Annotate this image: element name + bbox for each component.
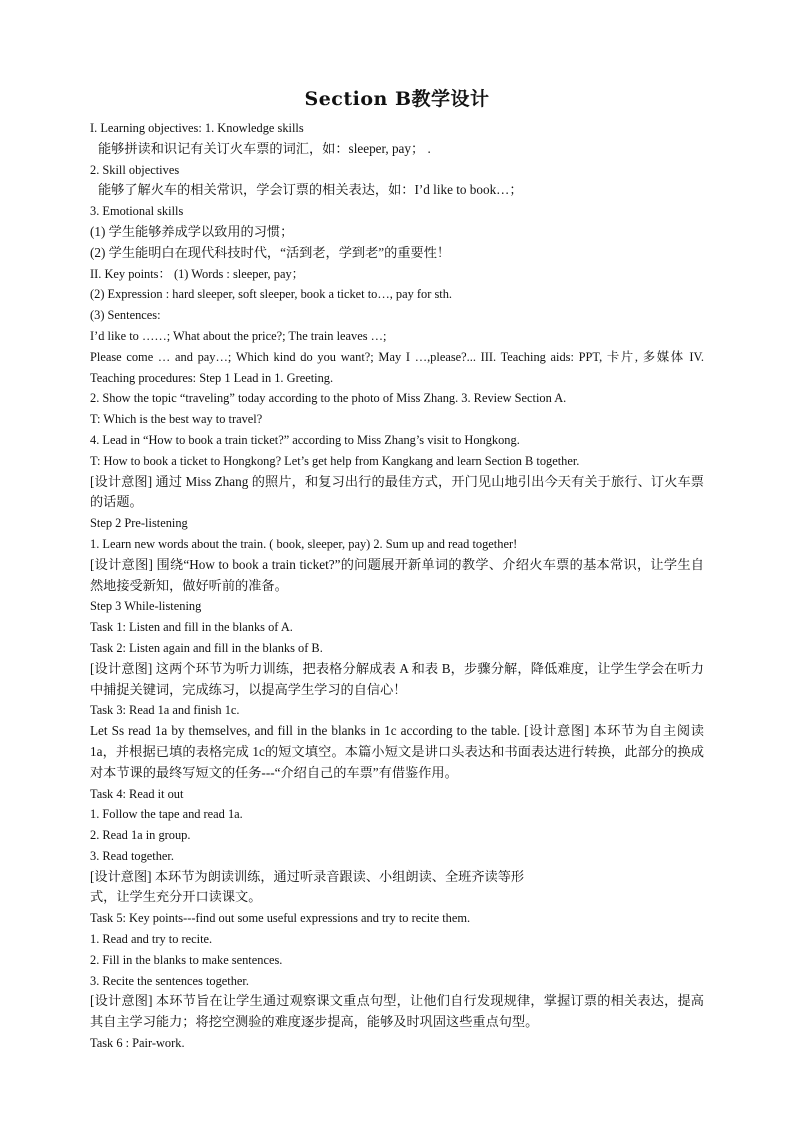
text-line: Task 2: Listen again and fill in the blanks of B. bbox=[90, 640, 323, 655]
design-intent-note: [设计意图] 通过 Miss Zhang 的照片，和复习出行的最佳方式，开门见山地引出今天有关于旅行、订火车票的话题。 bbox=[90, 473, 704, 510]
text-line: T: Which is the best way to travel? bbox=[90, 412, 263, 427]
text-line: 3. Emotional skills bbox=[90, 204, 184, 219]
text-line: 4. Lead in “How to book a train ticket?” according to Miss Zhang’s visit to Hongkong. bbox=[90, 432, 520, 447]
design-intent-note: [设计意图] 围绕“How to book a train ticket?”的问题展开新单词的教学、介绍火车票的基本常识，让学生自然地接受新知，做好听前的准备。 bbox=[90, 556, 704, 593]
text-line: 能够了解火车的相关常识，学会订票的相关表达，如：I’d like to book…； bbox=[98, 182, 523, 198]
text-line: Task 6 : Pair-work. bbox=[90, 1036, 185, 1051]
document-body bbox=[90, 118, 704, 1054]
text-line: 3. Read together. bbox=[90, 848, 174, 863]
text-line: 2. Read 1a in group. bbox=[90, 828, 191, 843]
text-line: 能够拼读和识记有关订火车票的词汇，如：sleeper, pay； . bbox=[98, 140, 431, 156]
design-intent-note: [设计意图] 本环节旨在让学生通过观察课文重点句型，让他们自行发现规律，掌握订票的相关表达，提高其自主学习能力；将挖空测验的难度逐步提高，能够及时巩固这些重点句型。 bbox=[90, 993, 704, 1030]
text-line: Task 4: Read it out bbox=[90, 786, 184, 801]
text-line: Let Ss read 1a by themselves, and fill in the blanks in 1c according to the table. [设计意图] 本环节为自主阅读 1a，并根据已填的表格完成 1c的短文填空。本篇小短文是讲口头表达和书面表达进行转换，此部分的换成对本节课的最终写短文的任务---“介绍自己的车票”有借鉴作用。 bbox=[90, 723, 704, 780]
text-line: 1. Learn new words about the train. ( book, sleeper, pay) 2. Sum up and read together! bbox=[90, 536, 518, 551]
text-line: I’d like to ……; What about the price?; The train leaves …; bbox=[90, 328, 387, 343]
design-intent-note: [设计意图] 本环节为朗读训练，通过听录音跟读、小组朗读、全班齐读等形 bbox=[90, 868, 525, 884]
document-title: Section B教学设计 bbox=[304, 88, 490, 110]
text-line: 1. Read and try to recite. bbox=[90, 932, 213, 947]
text-line: 式，让学生充分开口读课文。 bbox=[90, 889, 262, 905]
text-line: (3) Sentences: bbox=[90, 308, 161, 323]
text-line: Task 5: Key points---find out some useful expressions and try to recite them. bbox=[90, 911, 471, 926]
text-line: 2. Fill in the blanks to make sentences. bbox=[90, 952, 283, 967]
text-line: (2) Expression : hard sleeper, soft sleeper, book a ticket to…, pay for sth. bbox=[90, 287, 453, 302]
text-line: 2. Show the topic “traveling” today according to the photo of Miss Zhang. 3. Review Section A. bbox=[90, 391, 567, 406]
text-line: (1) 学生能够养成学以致用的习惯； bbox=[90, 223, 294, 239]
text-line: 2. Skill objectives bbox=[90, 162, 180, 177]
text-line: Task 1: Listen and fill in the blanks of A. bbox=[90, 620, 293, 635]
text-line: II. Key points： (1) Words : sleeper, pay； bbox=[90, 266, 305, 281]
section-heading: Step 2 Pre-listening bbox=[90, 516, 188, 531]
text-line: 3. Recite the sentences together. bbox=[90, 973, 249, 988]
design-intent-note: [设计意图] 这两个环节为听力训练，把表格分解成表 A 和表 B，步骤分解，降低难度，让学生学会在听力中捕捉关键词，完成练习，以提高学生学习的自信心！ bbox=[90, 660, 704, 697]
section-heading: Step 3 While-listening bbox=[90, 599, 202, 614]
text-line: Please come … and pay…; Which kind do you want?; May I …,please?... III. Teaching aids: PPT, 卡片, 多媒体 IV. Teaching procedures: Step 1 Lead in 1. Greeting. bbox=[90, 349, 704, 385]
text-line: Task 3: Read 1a and finish 1c. bbox=[90, 703, 240, 718]
text-line: 1. Follow the tape and read 1a. bbox=[90, 807, 243, 822]
text-line: (2) 学生能明白在现代科技时代，“活到老，学到老”的重要性！ bbox=[90, 244, 451, 260]
text-line: I. Learning objectives: 1. Knowledge skills bbox=[90, 121, 304, 135]
text-line: T: How to book a ticket to Hongkong? Let’s get help from Kangkang and learn Section B together. bbox=[90, 453, 580, 468]
